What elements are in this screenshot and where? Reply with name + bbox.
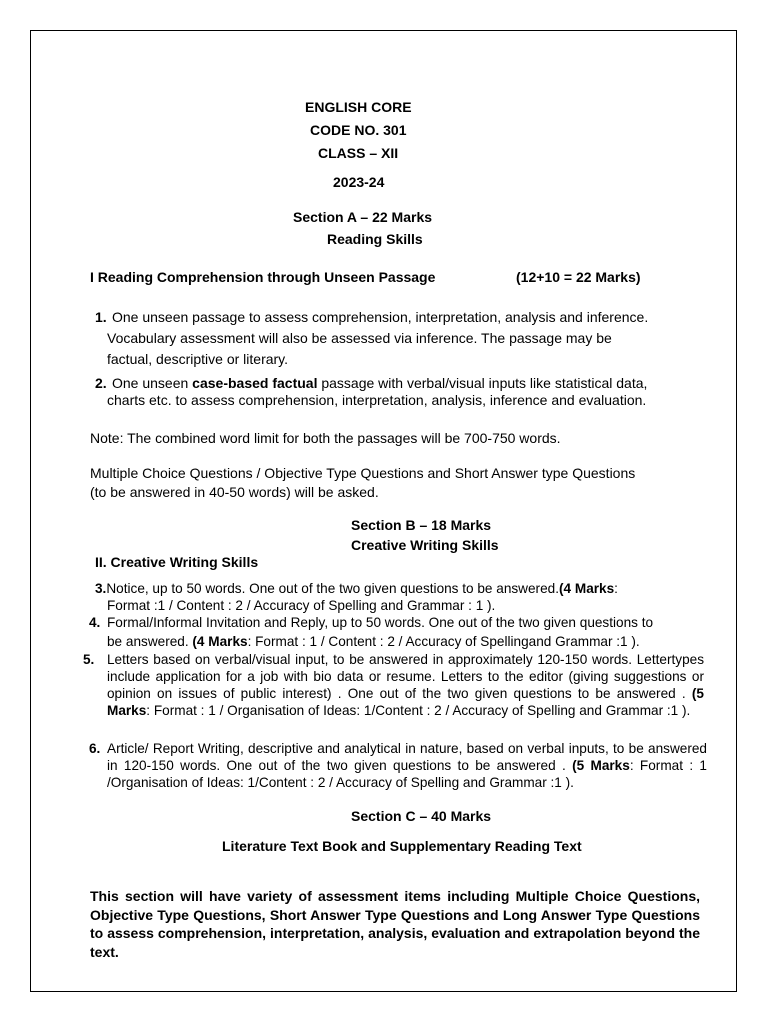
creative-writing-heading: II. Creative Writing Skills xyxy=(95,554,259,570)
item-5-text: Letters based on verbal/visual input, to be answered in approximately 120-150 words. Lettertypes include application for a job with bio data or resume. Letters to the editor (giving suggestions or opinion on issues of public interest) . One out of the two given questions to be answered . (5 Marks: Format : 1 / Organisation of Ideas: 1/Content : 2 / Accuracy of Spelling and Grammar :1 ). xyxy=(107,652,704,718)
section-a-subtitle: Reading Skills xyxy=(327,231,423,247)
academic-year: 2023-24 xyxy=(333,174,385,190)
class-label: CLASS – XII xyxy=(318,145,399,161)
word-limit-note: Note: The combined word limit for both the passages will be 700-750 words. xyxy=(90,430,561,446)
item-3-line-1: 3.Notice, up to 50 words. One out of the two given questions to be answered.(4 Marks: xyxy=(95,581,618,596)
reading-comprehension-marks: (12+10 = 22 Marks) xyxy=(516,269,641,285)
item-6-number: 6. xyxy=(89,741,101,756)
reading-comprehension-heading: I Reading Comprehension through Unseen Passage xyxy=(90,269,436,285)
item-4-line-1: Formal/Informal Invitation and Reply, up to 50 words. One out of the two given questions to xyxy=(107,615,654,630)
section-c-subtitle: Literature Text Book and Supplementary Reading Text xyxy=(222,838,582,854)
item-2-line-2: charts etc. to assess comprehension, interpretation, analysis, inference and evaluation. xyxy=(107,392,647,408)
question-types-line-2: (to be answered in 40-50 words) will be asked. xyxy=(90,484,379,500)
section-b-subtitle: Creative Writing Skills xyxy=(351,537,499,553)
item-2-line-1: One unseen case-based factual passage with verbal/visual inputs like statistical data, xyxy=(112,375,648,391)
item-1-line-2: Vocabulary assessment will also be assessed via inference. The passage may be xyxy=(107,330,612,346)
item-1-line-3: factual, descriptive or literary. xyxy=(107,351,289,367)
item-3-line-2: Format :1 / Content : 2 / Accuracy of Spelling and Grammar : 1 ). xyxy=(107,598,496,613)
item-5-number: 5. xyxy=(83,652,95,667)
section-a-title: Section A – 22 Marks xyxy=(293,209,433,225)
item-4-line-2: be answered. (4 Marks: Format : 1 / Content : 2 / Accuracy of Spellingand Grammar :1 ). xyxy=(107,634,640,649)
section-c-title: Section C – 40 Marks xyxy=(351,808,492,824)
course-code: CODE NO. 301 xyxy=(310,122,407,138)
item-4-number: 4. xyxy=(89,615,101,630)
item-2-number: 2. xyxy=(95,375,107,391)
item-1-number: 1. xyxy=(95,309,107,325)
section-c-description: This section will have variety of assessment items including Multiple Choice Questions, Objective Type Questions, Short Answer Type Questions and Long Answer Type Questions to assess comprehension, interpretation, analysis, evaluation and extrapolation beyond the text. xyxy=(90,888,700,960)
item-1-line-1: One unseen passage to assess comprehension, interpretation, analysis and inference. xyxy=(112,309,649,325)
item-6-text: Article/ Report Writing, descriptive and analytical in nature, based on verbal inputs, to be answered in 120-150 words. One out of the two given questions to be answered . (5 Marks: Format : 1 /Organisation of Ideas: 1/Content : 2 / Accuracy of Spelling and Grammar :1 ). xyxy=(107,741,707,790)
section-b-title: Section B – 18 Marks xyxy=(351,517,492,533)
question-types-line-1: Multiple Choice Questions / Objective Type Questions and Short Answer type Questions xyxy=(90,465,636,481)
subject-title: ENGLISH CORE xyxy=(305,99,412,115)
